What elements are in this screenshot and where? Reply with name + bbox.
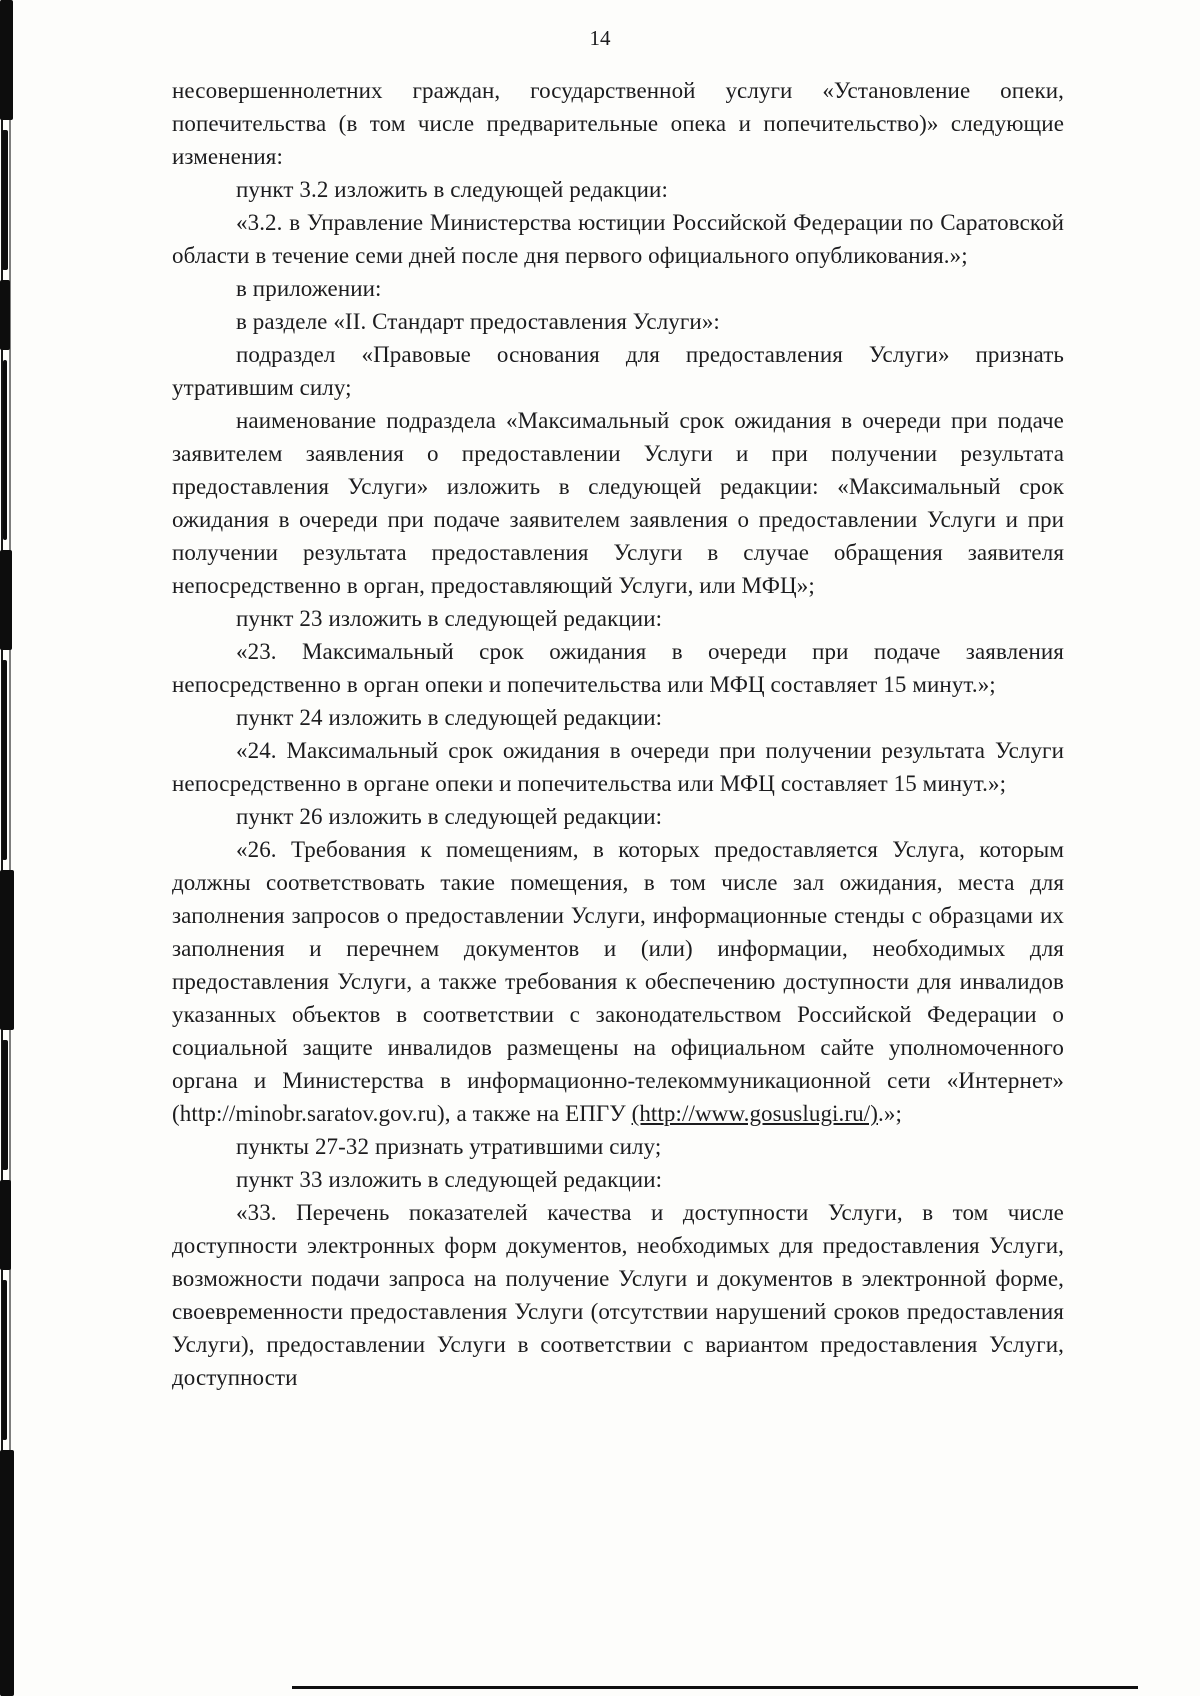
scan-binding-artifact bbox=[9, 0, 11, 1696]
scan-binding-artifact bbox=[2, 1280, 7, 1440]
scan-binding-artifact bbox=[2, 1040, 8, 1170]
paragraph: пункт 26 изложить в следующей редакции: bbox=[236, 804, 663, 829]
scan-binding-artifact bbox=[2, 130, 8, 270]
paragraph: пункт 33 изложить в следующей редакции: bbox=[236, 1167, 663, 1192]
paragraph-text: .»; bbox=[878, 1101, 902, 1126]
scan-binding-artifact bbox=[0, 1450, 14, 1696]
scan-artifact-line bbox=[292, 1686, 1138, 1689]
paragraph: «33. Перечень показателей качества и доступности Услуги, в том числе доступности электронных форм документов, необходимых для предоставления Услуги, возможности подачи запроса на получение Услуги и документов в электронной форме, своевременности предоставления Услуги (отсутствии нарушений сроков предоставления Услуги), предоставлении Услуги в соответствии с вариантом предоставления Услуги, доступности bbox=[172, 1200, 1064, 1390]
paragraph: в приложении: bbox=[236, 276, 382, 301]
document-body bbox=[172, 74, 1064, 1394]
scan-binding-artifact bbox=[2, 660, 7, 860]
paragraph: подраздел «Правовые основания для предоставления Услуги» признать утратившим силу; bbox=[172, 342, 1064, 400]
scan-binding-artifact bbox=[0, 1180, 11, 1270]
paragraph: пункт 24 изложить в следующей редакции: bbox=[236, 705, 663, 730]
scan-binding-artifact bbox=[0, 550, 12, 650]
paragraph: наименование подраздела «Максимальный срок ожидания в очереди при подаче заявителем заявления о предоставлении Услуги и при получении результата предоставления Услуги» изложить в следующей редакции: «Максимальный срок ожидания в очереди при подаче заявителем заявления о предоставлении Услуги и при получении результата предоставления Услуги в случае обращения заявителя непосредственно в орган, предоставляющий Услуги, или МФЦ»; bbox=[172, 408, 1064, 598]
paragraph: пункты 27-32 признать утратившими силу; bbox=[236, 1134, 662, 1159]
scan-binding-artifact bbox=[0, 0, 13, 120]
paragraph: «3.2. в Управление Министерства юстиции Российской Федерации по Саратовской области в течение семи дней после дня первого официального опубликования.»; bbox=[172, 210, 1064, 268]
gosuslugi-url-link[interactable]: (http://www.gosuslugi.ru/) bbox=[631, 1101, 878, 1126]
paragraph: пункт 23 изложить в следующей редакции: bbox=[236, 606, 663, 631]
paragraph: в разделе «II. Стандарт предоставления Услуги»: bbox=[236, 309, 720, 334]
paragraph: несовершеннолетних граждан, государственной услуги «Установление опеки, попечительства (в том числе предварительные опека и попечительство)» следующие изменения: bbox=[172, 78, 1064, 169]
paragraph-text: «26. Требования к помещениям, в которых предоставляется Услуга, которым должны соответствовать такие помещения, в том числе зал ожидания, места для заполнения запросов о предоставлении Услуги, информационные стенды с образцами их заполнения и перечнем документов и (или) информации, необходимых для предоставления Услуги, а также требования к обеспечению доступности для инвалидов указанных объектов в соответствии с законодательством Российской Федерации о социальной защите инвалидов размещены на официальном сайте уполномоченного органа и Министерства в информационно-телекоммуникационной сети «Интернет» (http://minobr.saratov.gov.ru), а также на ЕПГУ bbox=[172, 837, 1064, 1126]
paragraph-with-link bbox=[172, 833, 1064, 1130]
scan-binding-artifact bbox=[3, 360, 7, 540]
scan-binding-artifact bbox=[0, 870, 14, 1030]
page-number: 14 bbox=[589, 26, 611, 50]
paragraph: «24. Максимальный срок ожидания в очереди при получении результата Услуги непосредственно в органе опеки и попечительства или МФЦ составляет 15 минут.»; bbox=[172, 738, 1064, 796]
paragraph: пункт 3.2 изложить в следующей редакции: bbox=[236, 177, 668, 202]
scan-binding-artifact bbox=[0, 280, 10, 350]
paragraph: «23. Максимальный срок ожидания в очереди при подаче заявления непосредственно в орган опеки и попечительства или МФЦ составляет 15 минут.»; bbox=[172, 639, 1064, 697]
